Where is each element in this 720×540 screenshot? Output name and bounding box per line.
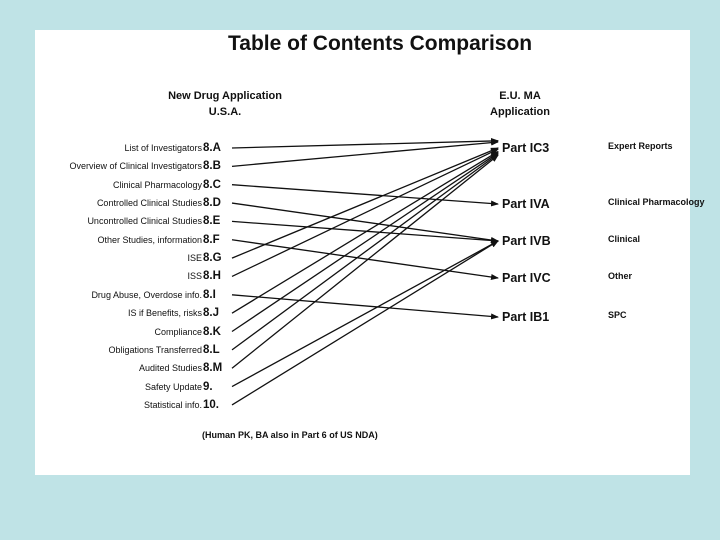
- footnote: (Human PK, BA also in Part 6 of US NDA): [202, 430, 378, 440]
- mapping-arrow: [232, 203, 498, 241]
- eu-part-description: SPC: [608, 310, 627, 320]
- nda-section-label: Safety Update: [144, 381, 202, 392]
- eu-part-description: Clinical: [608, 234, 641, 244]
- mapping-arrow: [232, 154, 498, 350]
- diagram-page: [35, 30, 705, 475]
- nda-section-code: 8.I: [203, 288, 216, 301]
- nda-section-label: ISE: [187, 253, 202, 264]
- mapping-arrow: [232, 221, 498, 241]
- left-header-line-1: New Drug Application: [168, 90, 282, 102]
- nda-section-label: Audited Studies: [138, 363, 202, 374]
- mapping-arrow: [232, 240, 498, 278]
- nda-section-code: 8.L: [203, 343, 220, 356]
- mapping-arrow: [232, 142, 498, 166]
- eu-part-description: Other: [608, 271, 633, 281]
- eu-part-label: Part IC3: [502, 141, 550, 155]
- nda-section-code: 8.E: [203, 215, 221, 228]
- eu-part-label: Part IVC: [502, 271, 551, 285]
- right-header-line-1: E.U. MA: [499, 90, 541, 102]
- eu-part-label: Part IVA: [502, 197, 550, 211]
- nda-section-code: 8.B: [203, 160, 221, 173]
- nda-section-code: 8.G: [203, 252, 222, 265]
- eu-part-label: Part IVB: [502, 234, 551, 248]
- nda-section-code: 8.M: [203, 362, 223, 375]
- nda-section-code: 8.K: [203, 325, 221, 338]
- nda-section-label: List of Investigators: [124, 143, 202, 153]
- eu-part-description: Clinical Pharmacology: [608, 197, 705, 207]
- nda-section-label: Overview of Clinical Investigators: [69, 161, 202, 172]
- diagram-title: Table of Contents Comparison: [228, 32, 533, 55]
- nda-section-code: 8.H: [203, 270, 221, 283]
- nda-section-code: 8.C: [203, 178, 221, 191]
- mapping-arrow: [232, 241, 498, 405]
- nda-section-label: Other Studies, information: [97, 234, 202, 245]
- eu-part-description: Expert Reports: [608, 141, 673, 151]
- nda-section-code: 10.: [203, 398, 219, 411]
- nda-section-label: IS if Benefits, risks: [127, 308, 202, 319]
- arrow-layer: [35, 30, 690, 475]
- nda-section-code: 8.A: [203, 142, 221, 154]
- left-header-line-2: U.S.A.: [208, 106, 242, 118]
- nda-section-label: Statistical info.: [143, 399, 202, 410]
- nda-section-label: Controlled Clinical Studies: [96, 198, 202, 209]
- nda-section-label: Compliance: [154, 326, 202, 337]
- nda-section-label: Drug Abuse, Overdose info.: [91, 289, 202, 300]
- right-header-line-2: Application: [490, 106, 550, 118]
- eu-part-label: Part IB1: [502, 310, 550, 324]
- nda-section-label: Obligations Transferred: [108, 344, 202, 355]
- mapping-arrow: [232, 141, 498, 148]
- nda-section-code: 8.J: [203, 307, 219, 320]
- mapping-arrow: [232, 152, 498, 314]
- nda-section-label: ISS: [187, 271, 202, 282]
- nda-section-code: 8.F: [203, 233, 220, 246]
- nda-section-label: Uncontrolled Clinical Studies: [87, 216, 202, 227]
- mapping-arrow: [232, 149, 498, 276]
- nda-section-label: Clinical Pharmacology: [112, 179, 202, 190]
- nda-section-code: 9.: [203, 380, 213, 393]
- nda-section-code: 8.D: [203, 197, 221, 210]
